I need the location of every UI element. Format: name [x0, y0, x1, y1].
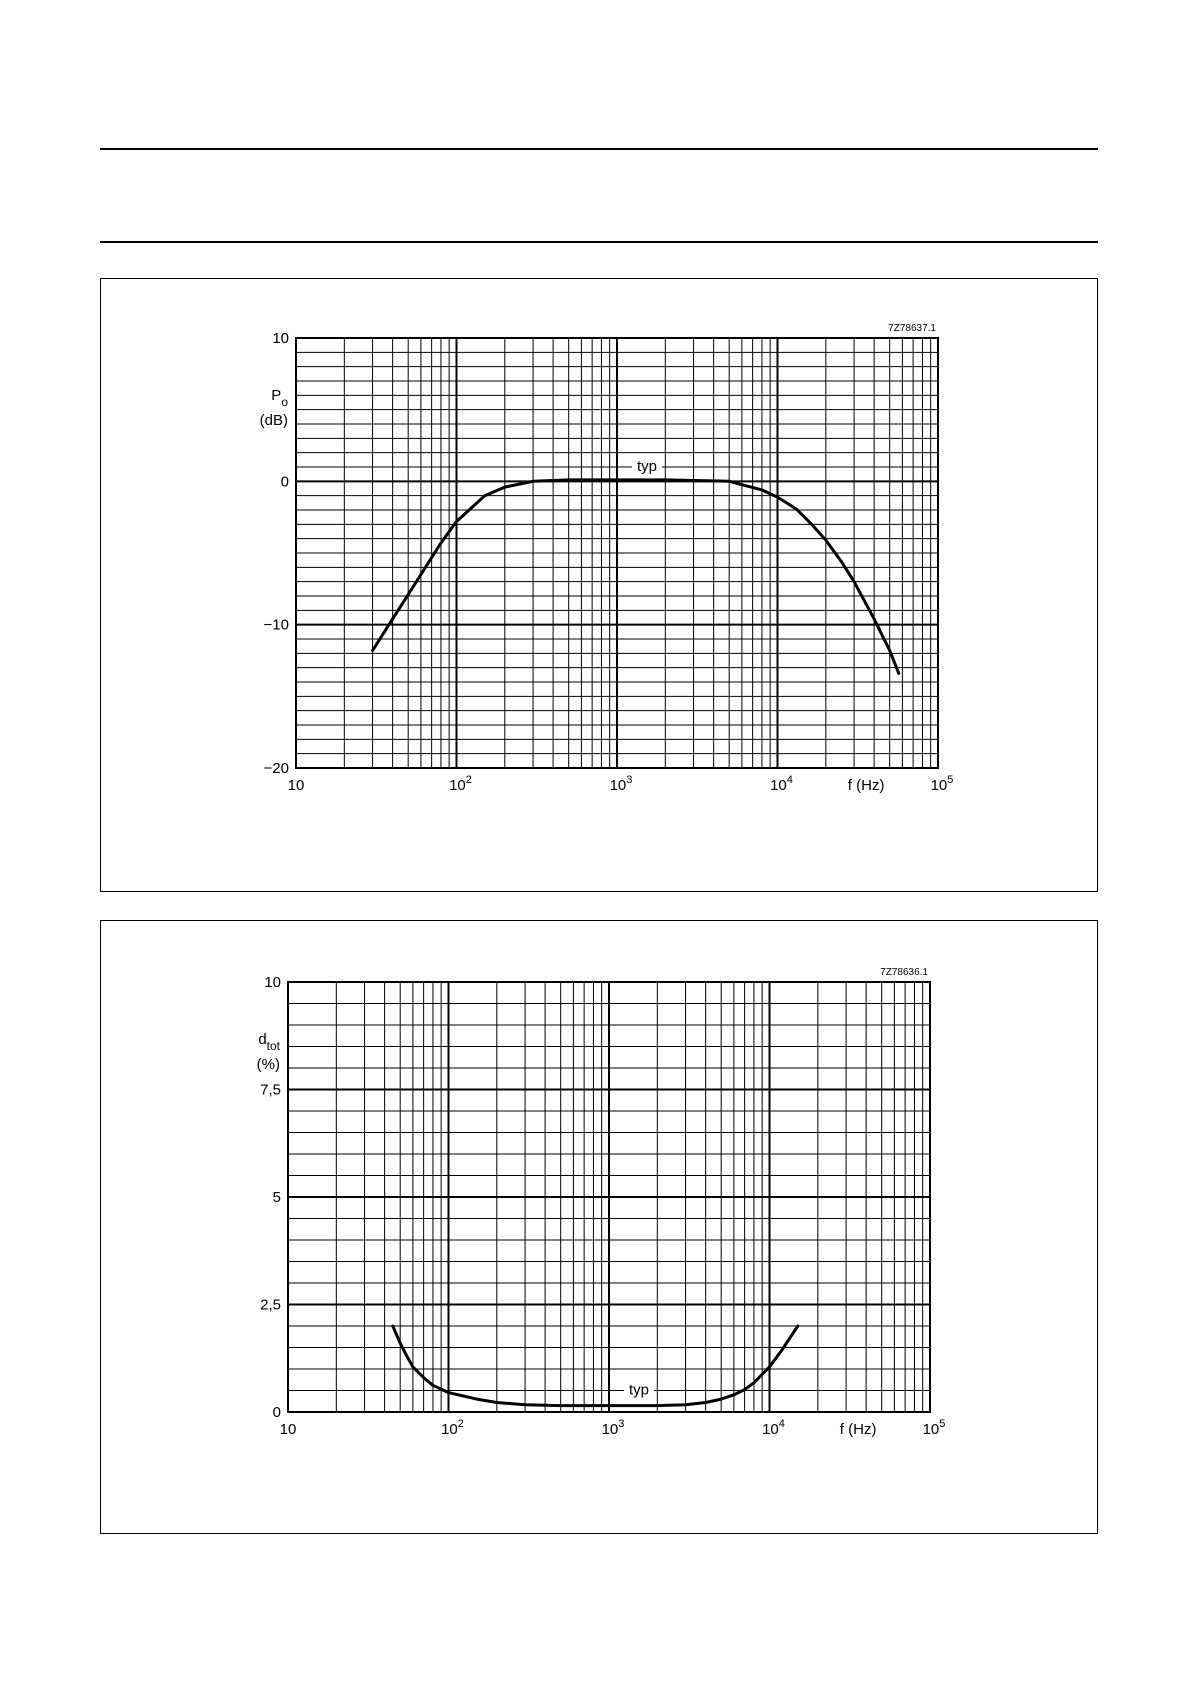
- distortion-panel: [100, 920, 1098, 1534]
- frequency-response-panel: [100, 278, 1098, 892]
- x-tick-label: 10: [279, 1421, 297, 1438]
- header-rule-bottom: [100, 241, 1098, 243]
- x-tick-label: $10^4$: [762, 1418, 785, 1438]
- x-tick-label: $10^5$: [930, 774, 954, 794]
- figure-code: 7Z78636.1: [880, 967, 928, 978]
- figure-code: 7Z78637.1: [888, 323, 936, 334]
- series-line: [393, 1326, 798, 1406]
- y-axis-label: $d_{tot}$: [258, 1031, 280, 1053]
- y-tick-label: 0: [272, 1404, 281, 1421]
- x-tick-label: $10^4$: [770, 774, 793, 794]
- x-tick-label: 10: [287, 777, 305, 794]
- distortion-chart: [101, 921, 1097, 1533]
- x-axis-label: f (Hz): [839, 1421, 877, 1438]
- y-tick-label: 7,5: [260, 1081, 281, 1099]
- y-axis-unit: (dB): [259, 412, 288, 429]
- x-tick-label: $10^2$: [441, 1418, 464, 1438]
- grid: [288, 982, 930, 1412]
- y-tick-label: 10: [272, 330, 289, 347]
- x-axis-label: f (Hz): [847, 777, 885, 794]
- series-label: typ: [636, 458, 658, 475]
- y-tick-label: 10: [264, 974, 281, 991]
- series-line: [373, 480, 899, 674]
- y-axis-label: $P_o$: [271, 387, 288, 409]
- y-tick-label: −10: [263, 616, 289, 634]
- series-label: typ: [628, 1381, 650, 1399]
- x-tick-label: $10^3$: [609, 774, 633, 794]
- y-tick-label: 0: [280, 473, 289, 491]
- y-tick-label: −20: [263, 760, 289, 777]
- y-axis-unit: (%): [256, 1056, 280, 1073]
- y-tick-label: 5: [272, 1189, 281, 1206]
- x-tick-label: $10^5$: [922, 1418, 946, 1438]
- grid: [296, 338, 938, 768]
- x-tick-label: $10^3$: [601, 1418, 625, 1438]
- header-rule-top: [100, 148, 1098, 150]
- y-tick-label: 2,5: [260, 1296, 281, 1314]
- frequency-response-chart: [101, 279, 1097, 891]
- x-tick-label: $10^2$: [449, 774, 472, 794]
